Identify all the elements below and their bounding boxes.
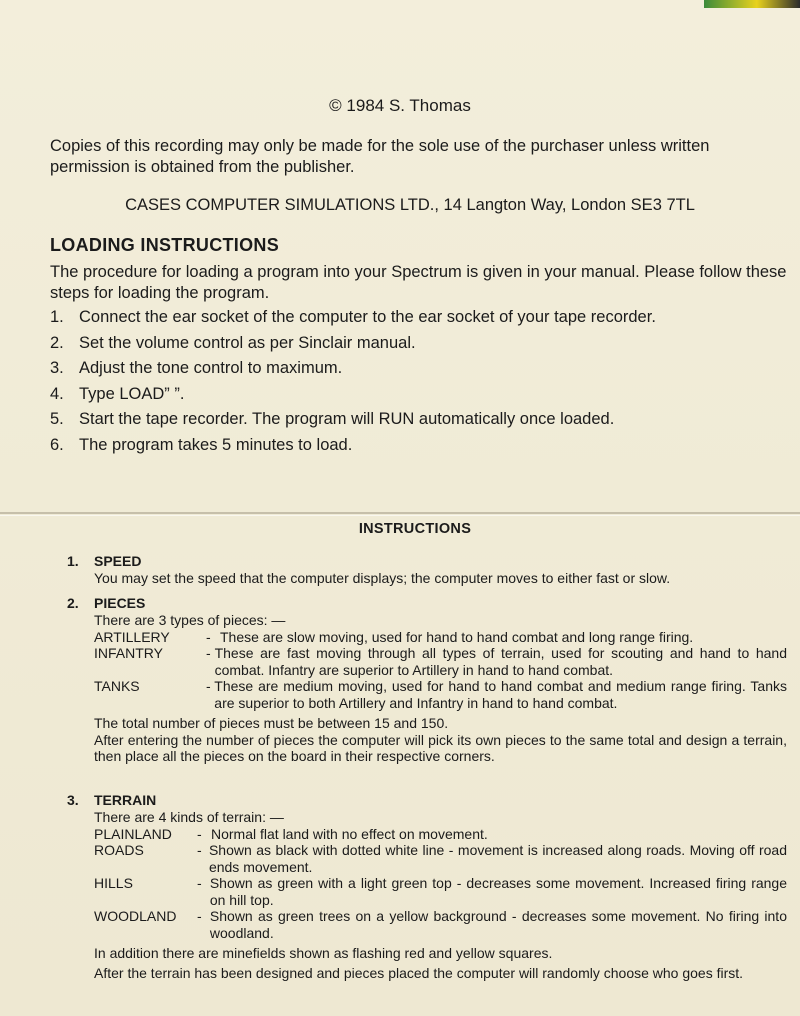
piece-term: ARTILLERY: [94, 628, 170, 645]
piece-description: These are medium moving, used for hand to hand combat and medium range firing. Tanks are superior to both Artillery and Infantry in hand to hand combat.: [214, 678, 787, 711]
terrain-definition: PLAINLAND - Normal flat land with no effect on movement.: [94, 826, 787, 843]
section-number: 2.: [67, 595, 79, 611]
section-speed: [67, 552, 787, 587]
step-text: The program takes 5 minutes to load.: [79, 435, 353, 454]
terrain-description: Shown as black with dotted white line - movement is increased along roads. Moving off road ends movement.: [208, 842, 787, 875]
fold-line: [0, 512, 800, 514]
section-title: SPEED: [94, 553, 142, 569]
loading-step: [50, 382, 790, 408]
terrain-definition: ROADS - Shown as black with dotted white line - movement is increased along roads. Moving off road ends movement.: [94, 842, 787, 875]
terrain-description: Shown as green trees on a yellow background - decreases some movement. No firing into woodland.: [209, 908, 787, 941]
loading-step: [50, 331, 790, 357]
pieces-body: [94, 612, 787, 765]
piece-term: INFANTRY: [94, 645, 163, 661]
copies-notice: Copies of this recording may only be made for the sole use of the purchaser unless written permission is obtained from the publisher.: [50, 137, 710, 176]
loading-title: LOADING INSTRUCTIONS: [50, 235, 279, 255]
step-text: Adjust the tone control to maximum.: [79, 359, 343, 377]
step-text: Connect the ear socket of the computer to the ear socket of your tape recorder.: [79, 308, 656, 326]
terrain-definition: HILLS - Shown as green with a light green top - decreases some movement. Increased firing range on hill top.: [94, 875, 787, 908]
section-number: 3.: [67, 792, 79, 808]
instructions-title: INSTRUCTIONS: [358, 521, 472, 537]
step-number: 5.: [50, 410, 64, 428]
loading-steps: [50, 305, 790, 458]
section-title: PIECES: [94, 595, 146, 611]
terrain-description: Normal flat land with no effect on movement.: [211, 825, 488, 842]
piece-definition: TANKS - These are medium moving, used for hand to hand combat and medium range firing. Tanks are superior to both Artillery and Infantry in hand to hand combat.: [94, 678, 787, 711]
step-number: 3.: [50, 359, 64, 377]
section-number: 1.: [67, 553, 79, 569]
copyright-line: © 1984 S. Thomas: [329, 96, 471, 115]
loading-intro: The procedure for loading a program into your Spectrum is given in your manual. Please follow these steps for loading the program.: [50, 263, 787, 302]
terrain-body: [94, 809, 787, 981]
terrain-minefields: In addition there are minefields shown as flashing red and yellow squares.: [94, 945, 553, 961]
piece-definition: INFANTRY - These are fast moving through all types of terrain, used for scouting and hand to hand combat. Infantry are superior to Artillery in hand to hand combat.: [94, 645, 787, 678]
piece-description: These are slow moving, used for hand to hand combat and long range firing.: [220, 628, 694, 645]
terrain-description: Shown as green with a light green top - decreases some movement. Increased firing range on hill top.: [209, 875, 787, 908]
piece-term: TANKS: [94, 678, 140, 694]
step-text: Start the tape recorder. The program will RUN automatically once loaded.: [79, 410, 615, 428]
section-terrain: [67, 791, 787, 981]
publisher-address: CASES COMPUTER SIMULATIONS LTD., 14 Langton Way, London SE3 7TL: [125, 196, 695, 214]
pieces-after: After entering the number of pieces the computer will pick its own pieces to the same total and design a terrain, then place all the pieces on the board in their respective corners.: [94, 731, 787, 764]
section-heading: [67, 552, 787, 570]
loading-step: [50, 356, 790, 382]
terrain-definition: WOODLAND - Shown as green trees on a yellow background - decreases some movement. No firing into woodland.: [94, 908, 787, 941]
loading-step: [50, 305, 790, 331]
step-text: Set the volume control as per Sinclair manual.: [79, 333, 416, 352]
terrain-term: ROADS: [94, 842, 144, 858]
piece-definition: ARTILLERY - These are slow moving, used for hand to hand combat and long range firing.: [94, 629, 787, 646]
speed-text: You may set the speed that the computer displays; the computer moves to either fast or slow.: [94, 570, 671, 586]
step-number: 2.: [50, 333, 64, 352]
terrain-term: PLAINLAND: [94, 825, 172, 842]
terrain-intro: There are 4 kinds of terrain: —: [94, 809, 284, 825]
section-title: TERRAIN: [94, 792, 157, 808]
section-pieces: [67, 594, 787, 765]
loading-step: [50, 407, 790, 433]
pieces-total: The total number of pieces must be between 15 and 150.: [94, 715, 449, 731]
step-number: 1.: [50, 308, 64, 326]
step-number: 4.: [50, 384, 64, 403]
terrain-after: After the terrain has been designed and pieces placed the computer will randomly choose who goes first.: [94, 964, 744, 981]
terrain-term: HILLS: [94, 875, 133, 891]
terrain-term: WOODLAND: [94, 908, 177, 924]
section-heading: [67, 791, 787, 809]
loading-step: [50, 433, 790, 459]
pieces-intro: There are 3 types of pieces: —: [94, 612, 286, 628]
cover-art-strip: [704, 0, 800, 8]
section-heading: [67, 594, 787, 612]
step-text: Type LOAD” ”.: [79, 384, 185, 403]
fold-highlight: [0, 515, 800, 516]
step-number: 6.: [50, 435, 64, 454]
piece-description: These are fast moving through all types of terrain, used for scouting and hand to hand combat. Infantry are superior to Artillery in hand to hand combat.: [214, 645, 787, 678]
